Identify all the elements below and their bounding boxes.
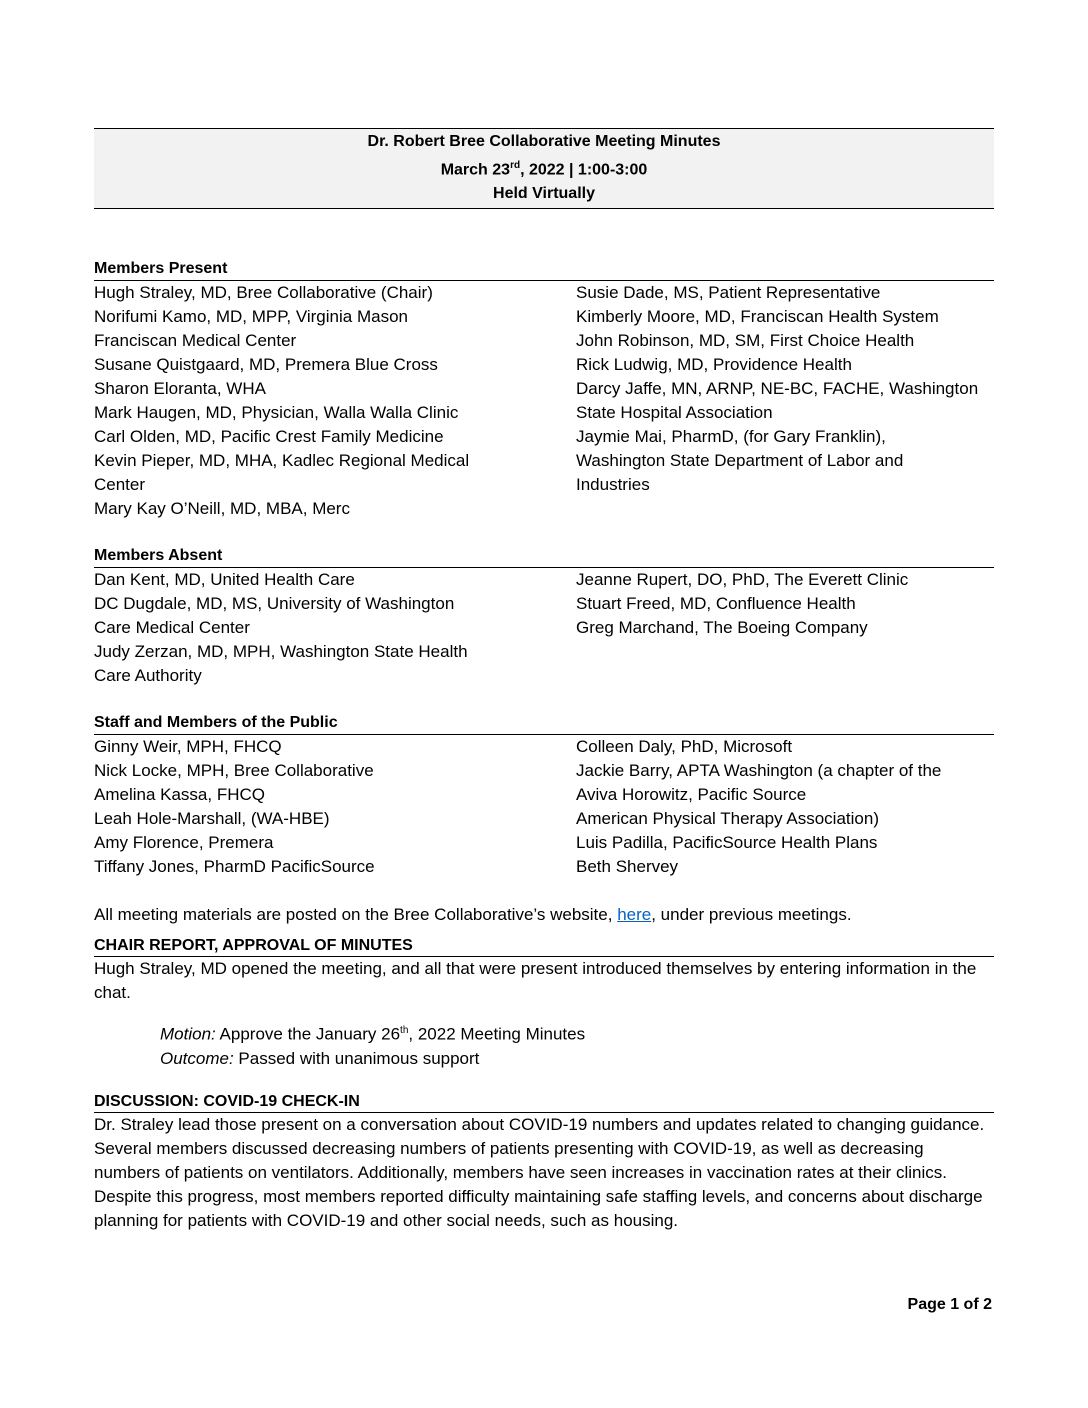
list-item: Kimberly Moore, MD, Franciscan Health System: [576, 307, 939, 327]
list-item: Care Medical Center: [94, 618, 250, 638]
list-item: Darcy Jaffe, MN, ARNP, NE-BC, FACHE, Washington: [576, 379, 979, 399]
list-item: Washington State Department of Labor and: [576, 451, 904, 471]
list-item: Jackie Barry, APTA Washington (a chapter of the: [576, 761, 942, 781]
list-item: State Hospital Association: [576, 403, 773, 423]
list-item: Ginny Weir, MPH, FHCQ: [94, 737, 282, 757]
list-item: Kevin Pieper, MD, MHA, Kadlec Regional Medical: [94, 451, 470, 471]
list-item: Norifumi Kamo, MD, MPP, Virginia Mason: [94, 307, 408, 327]
list-item: Mark Haugen, MD, Physician, Walla Walla Clinic: [94, 403, 459, 423]
members-present-right: [576, 281, 994, 521]
list-item: Leah Hole-Marshall, (WA-HBE): [94, 809, 330, 829]
list-item: Stuart Freed, MD, Confluence Health: [576, 594, 856, 614]
members-absent-left: [94, 568, 576, 688]
members-present-list: [94, 281, 994, 521]
list-item: Amy Florence, Premera: [94, 833, 274, 853]
members-absent-right: [576, 568, 994, 688]
meeting-location: Held Virtually: [493, 185, 595, 203]
list-item: Center: [94, 475, 146, 495]
list-item: DC Dugdale, MD, MS, University of Washington: [94, 594, 455, 614]
chair-report-heading: CHAIR REPORT, APPROVAL OF MINUTES: [94, 935, 994, 957]
list-item: Sharon Eloranta, WHA: [94, 379, 266, 399]
page-number: Page 1 of 2: [907, 1296, 992, 1313]
list-item: Mary Kay O’Neill, MD, MBA, Merc: [94, 499, 350, 519]
members-present-left: [94, 281, 576, 521]
title-block: [94, 128, 994, 209]
list-item: American Physical Therapy Association): [576, 809, 879, 829]
list-item: John Robinson, MD, SM, First Choice Health: [576, 331, 915, 351]
staff-public-right: [576, 735, 994, 879]
members-present-heading: Members Present: [94, 258, 994, 281]
materials-link[interactable]: here: [617, 905, 652, 925]
list-item: Rick Ludwig, MD, Providence Health: [576, 355, 852, 375]
list-item: Tiffany Jones, PharmD PacificSource: [94, 857, 375, 877]
list-item: Franciscan Medical Center: [94, 331, 297, 351]
chair-report-text: Hugh Straley, MD opened the meeting, and all that were present introduced themselves by entering information in the chat.: [94, 959, 977, 1003]
list-item: Judy Zerzan, MD, MPH, Washington State Health: [94, 642, 468, 662]
list-item: Colleen Daly, PhD, Microsoft: [576, 737, 793, 757]
staff-public-heading: Staff and Members of the Public: [94, 712, 994, 735]
list-item: Susie Dade, MS, Patient Representative: [576, 283, 881, 303]
list-item: Aviva Horowitz, Pacific Source: [576, 785, 807, 805]
members-absent-list: [94, 568, 994, 688]
motion-line: Motion: Approve the January 26th, 2022 Meeting Minutes: [160, 1024, 586, 1044]
list-item: Dan Kent, MD, United Health Care: [94, 570, 355, 590]
staff-public-list: [94, 735, 994, 879]
materials-note: All meeting materials are posted on the Bree Collaborative’s website, here, under previous meetings.: [94, 905, 852, 925]
covid-heading: DISCUSSION: COVID-19 CHECK-IN: [94, 1091, 994, 1113]
document-title: Dr. Robert Bree Collaborative Meeting Minutes: [367, 133, 721, 150]
list-item: Industries: [576, 475, 650, 495]
list-item: Jeanne Rupert, DO, PhD, The Everett Clinic: [576, 570, 909, 590]
list-item: Carl Olden, MD, Pacific Crest Family Medicine: [94, 427, 444, 447]
list-item: Care Authority: [94, 666, 202, 686]
meeting-date: March 23rd, 2022 | 1:00-3:00: [440, 160, 648, 179]
list-item: Greg Marchand, The Boeing Company: [576, 618, 868, 638]
list-item: Hugh Straley, MD, Bree Collaborative (Chair): [94, 283, 433, 303]
list-item: Luis Padilla, PacificSource Health Plans: [576, 833, 878, 853]
list-item: Nick Locke, MPH, Bree Collaborative: [94, 761, 374, 781]
covid-text: Dr. Straley lead those present on a conversation about COVID-19 numbers and updates related to changing guidance. Several members discussed decreasing numbers of patients presenting with COVID-19, as well as decreasing numbers of patients on ventilators. Additionally, members have seen increases in vaccination rates at their clinics. Despite this progress, most members reported difficulty maintaining safe staffing levels, and concerns about discharge planning for patients with COVID-19 and other social needs, such as housing.: [94, 1114, 985, 1230]
members-absent-heading: Members Absent: [94, 545, 994, 568]
list-item: Amelina Kassa, FHCQ: [94, 785, 265, 805]
document-page: [94, 128, 994, 1233]
list-item: Jaymie Mai, PharmD, (for Gary Franklin),: [576, 427, 886, 447]
list-item: Beth Shervey: [576, 857, 679, 877]
outcome-line: Outcome: Passed with unanimous support: [160, 1048, 480, 1068]
staff-public-left: [94, 735, 576, 879]
list-item: Susane Quistgaard, MD, Premera Blue Cross: [94, 355, 438, 375]
